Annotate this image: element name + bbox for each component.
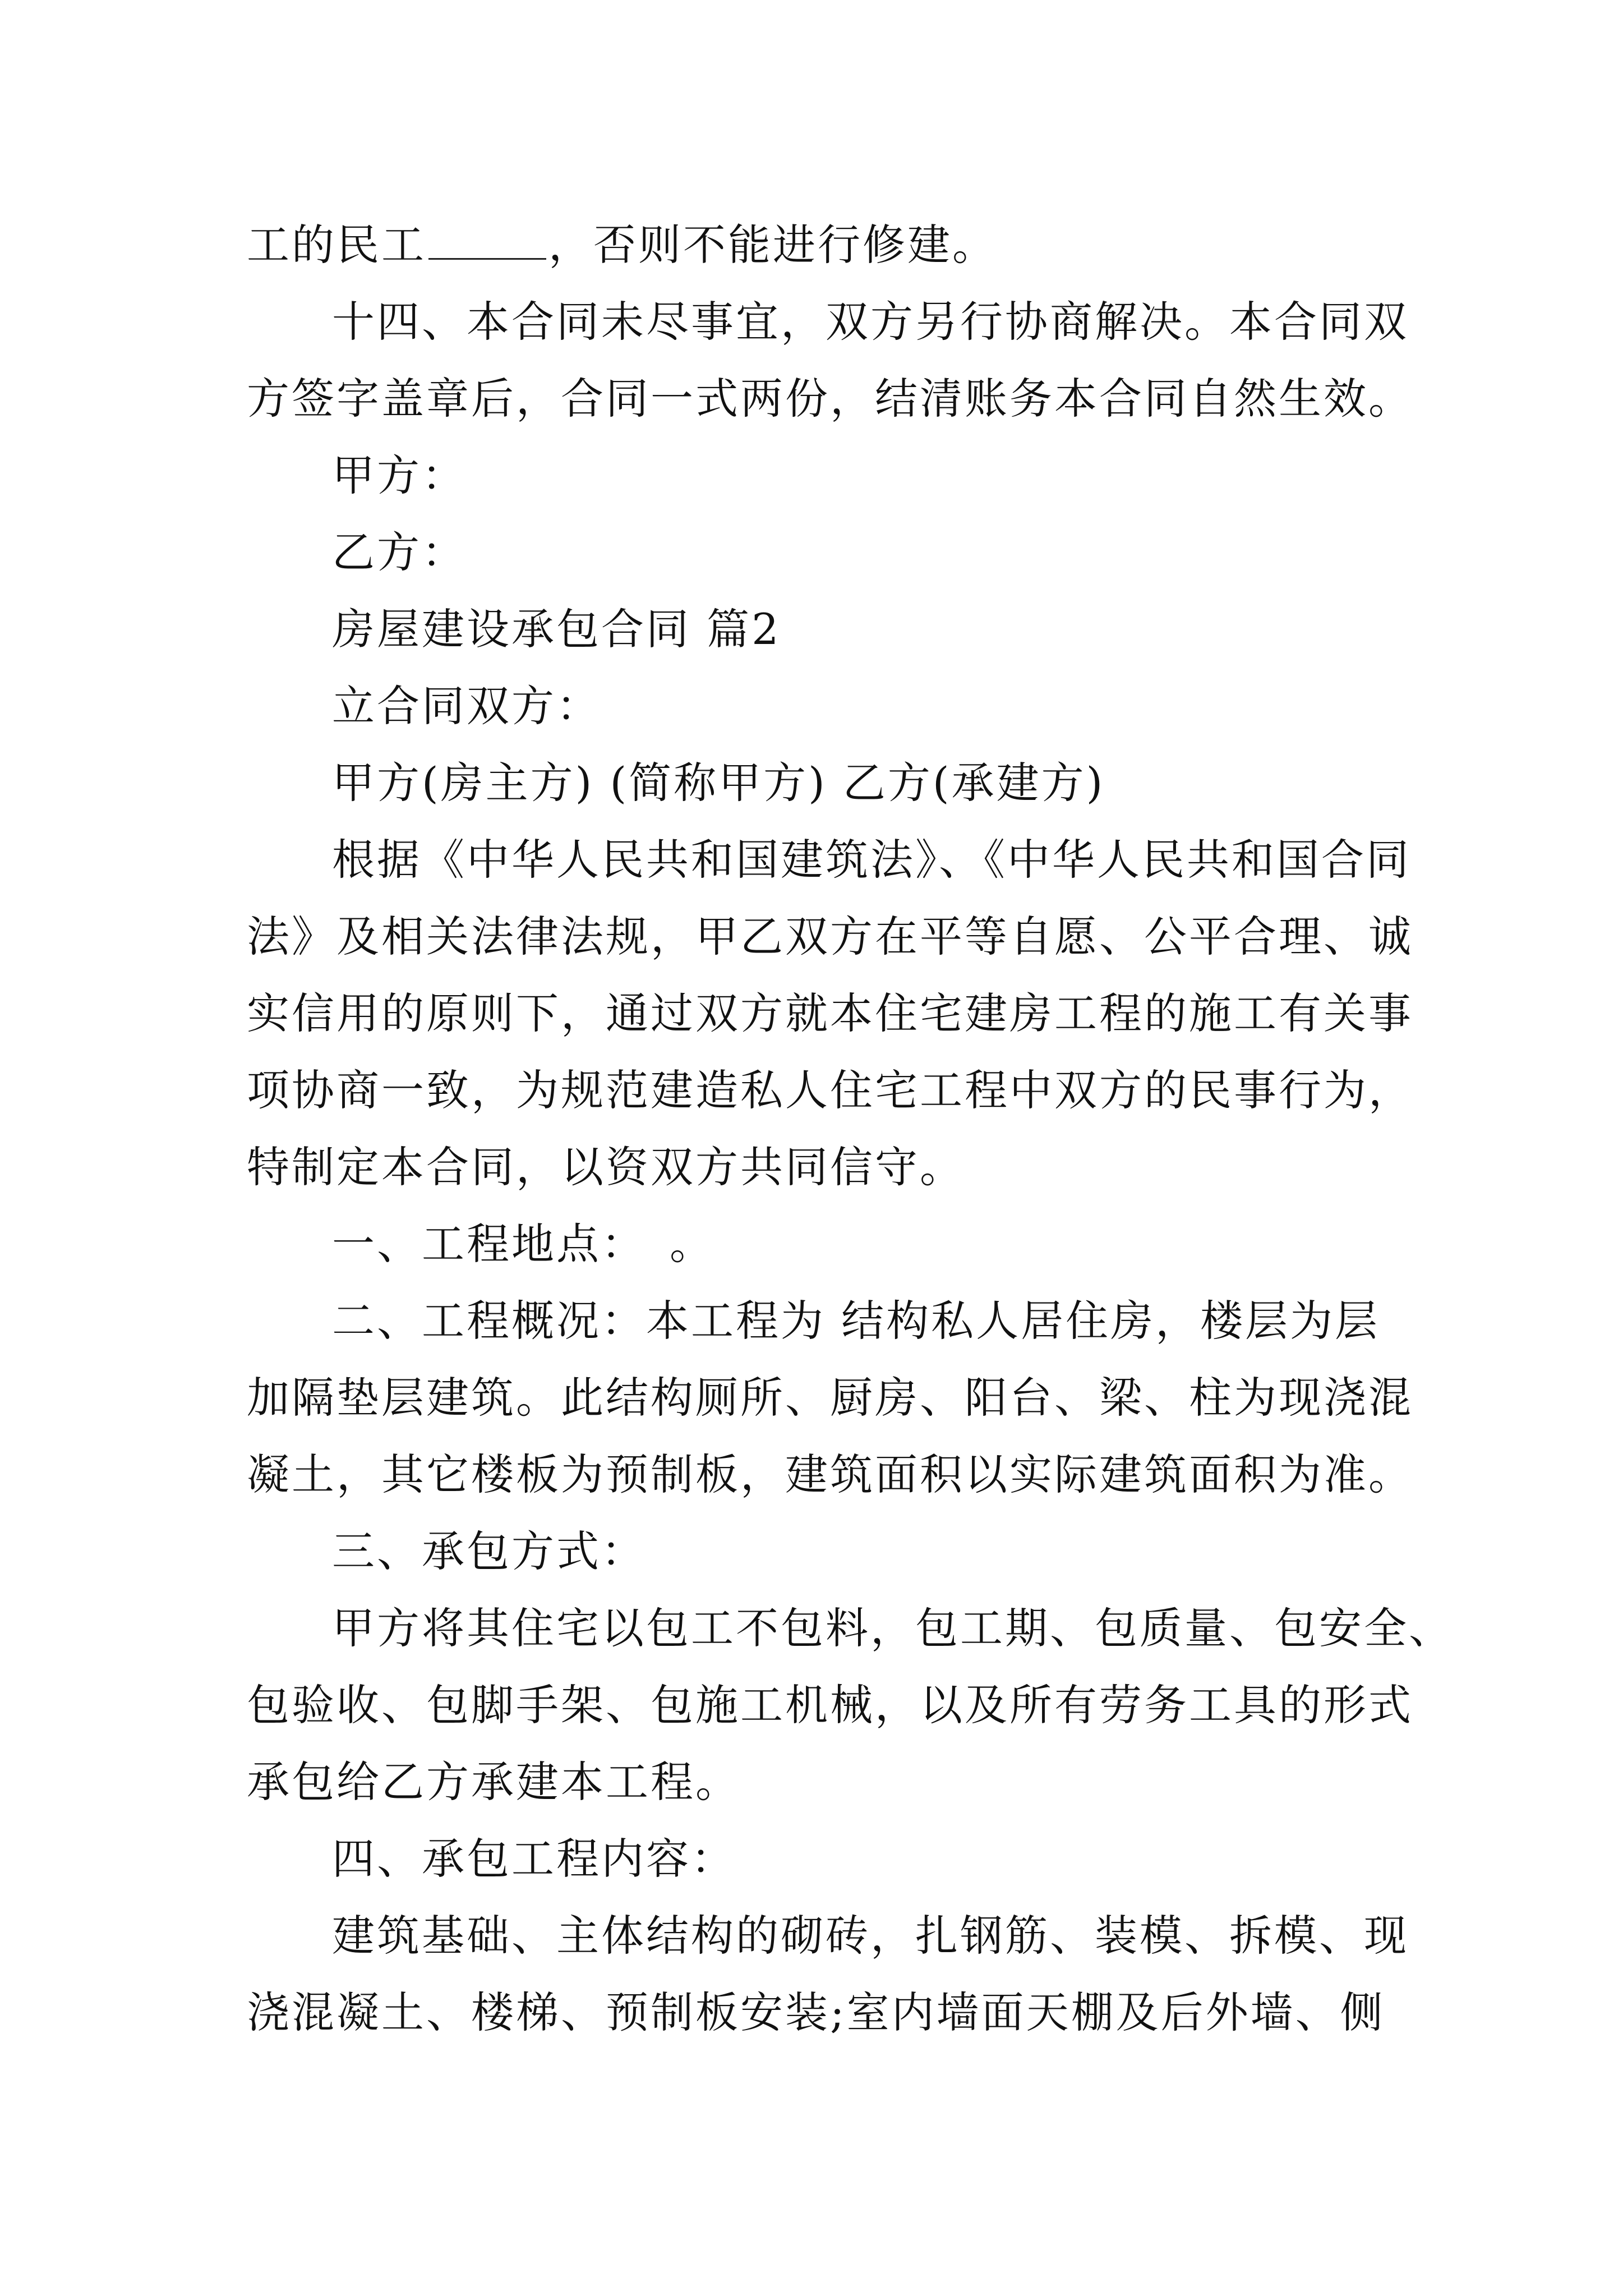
contract-text xyxy=(247,206,1454,2051)
clause-1-location: 一、工程地点： 。 xyxy=(332,1219,714,1269)
text-line-1 xyxy=(247,206,1382,283)
text-line-7: 立合同双方： xyxy=(332,681,601,731)
text-line-23: 建筑基础、主体结构的砌砖，扎钢筋、装模、拆模、现 xyxy=(332,1911,1409,1961)
text-line-24: 浇混凝土、楼梯、预制板安装;室内墙面天棚及后外墙、侧 xyxy=(247,1987,1385,2037)
text-line-10: 法》及相关法律法规，甲乙双方在平等自愿、公平合理、诚 xyxy=(247,912,1413,961)
text-line-21: 承包给乙方承建本工程。 xyxy=(247,1757,740,1807)
clause-4-contract-content: 四、承包工程内容： xyxy=(332,1834,736,1884)
line-1-post: ，否则不能进行修建。 xyxy=(548,220,997,270)
line-1-pre: 工的民工 xyxy=(247,220,426,270)
text-line-20: 包验收、包脚手架、包施工机械，以及所有劳务工具的形式 xyxy=(247,1680,1413,1730)
text-line-12: 项协商一致，为规范建造私人住宅工程中双方的民事行为， xyxy=(247,1065,1413,1115)
clause-3-contract-method: 三、承包方式： xyxy=(332,1526,646,1576)
text-line-17: 凝土，其它楼板为预制板，建筑面积以实际建筑面积为准。 xyxy=(247,1450,1413,1499)
section-title: 房屋建设承包合同 篇2 xyxy=(332,604,781,654)
text-line-11: 实信用的原则下，通过双方就本住宅建房工程的施工有关事 xyxy=(247,988,1413,1038)
text-line-9: 根据《中华人民共和国建筑法》、《中华人民共和国合同 xyxy=(332,835,1411,885)
text-line-16: 加隔垫层建筑。此结构厕所、厨房、阳台、梁、柱为现浇混 xyxy=(247,1373,1413,1423)
text-line-13: 特制定本合同，以资双方共同信守。 xyxy=(247,1142,965,1192)
text-line-3: 方签字盖章后，合同一式两份，结清账务本合同自然生效。 xyxy=(247,374,1413,424)
fill-in-blank xyxy=(428,219,546,260)
party-b-label: 乙方： xyxy=(332,527,467,577)
text-line-8: 甲方(房主方) (简称甲方) 乙方(承建方) xyxy=(332,758,1105,808)
text-line-2: 十四、本合同未尽事宜，双方另行协商解决。本合同双 xyxy=(332,297,1409,347)
text-line-19: 甲方将其住宅以包工不包料，包工期、包质量、包安全、 xyxy=(332,1603,1454,1653)
clause-2-overview: 二、工程概况：本工程为 结构私人居住房，楼层为层 xyxy=(332,1296,1380,1346)
party-a-label: 甲方： xyxy=(332,450,467,500)
